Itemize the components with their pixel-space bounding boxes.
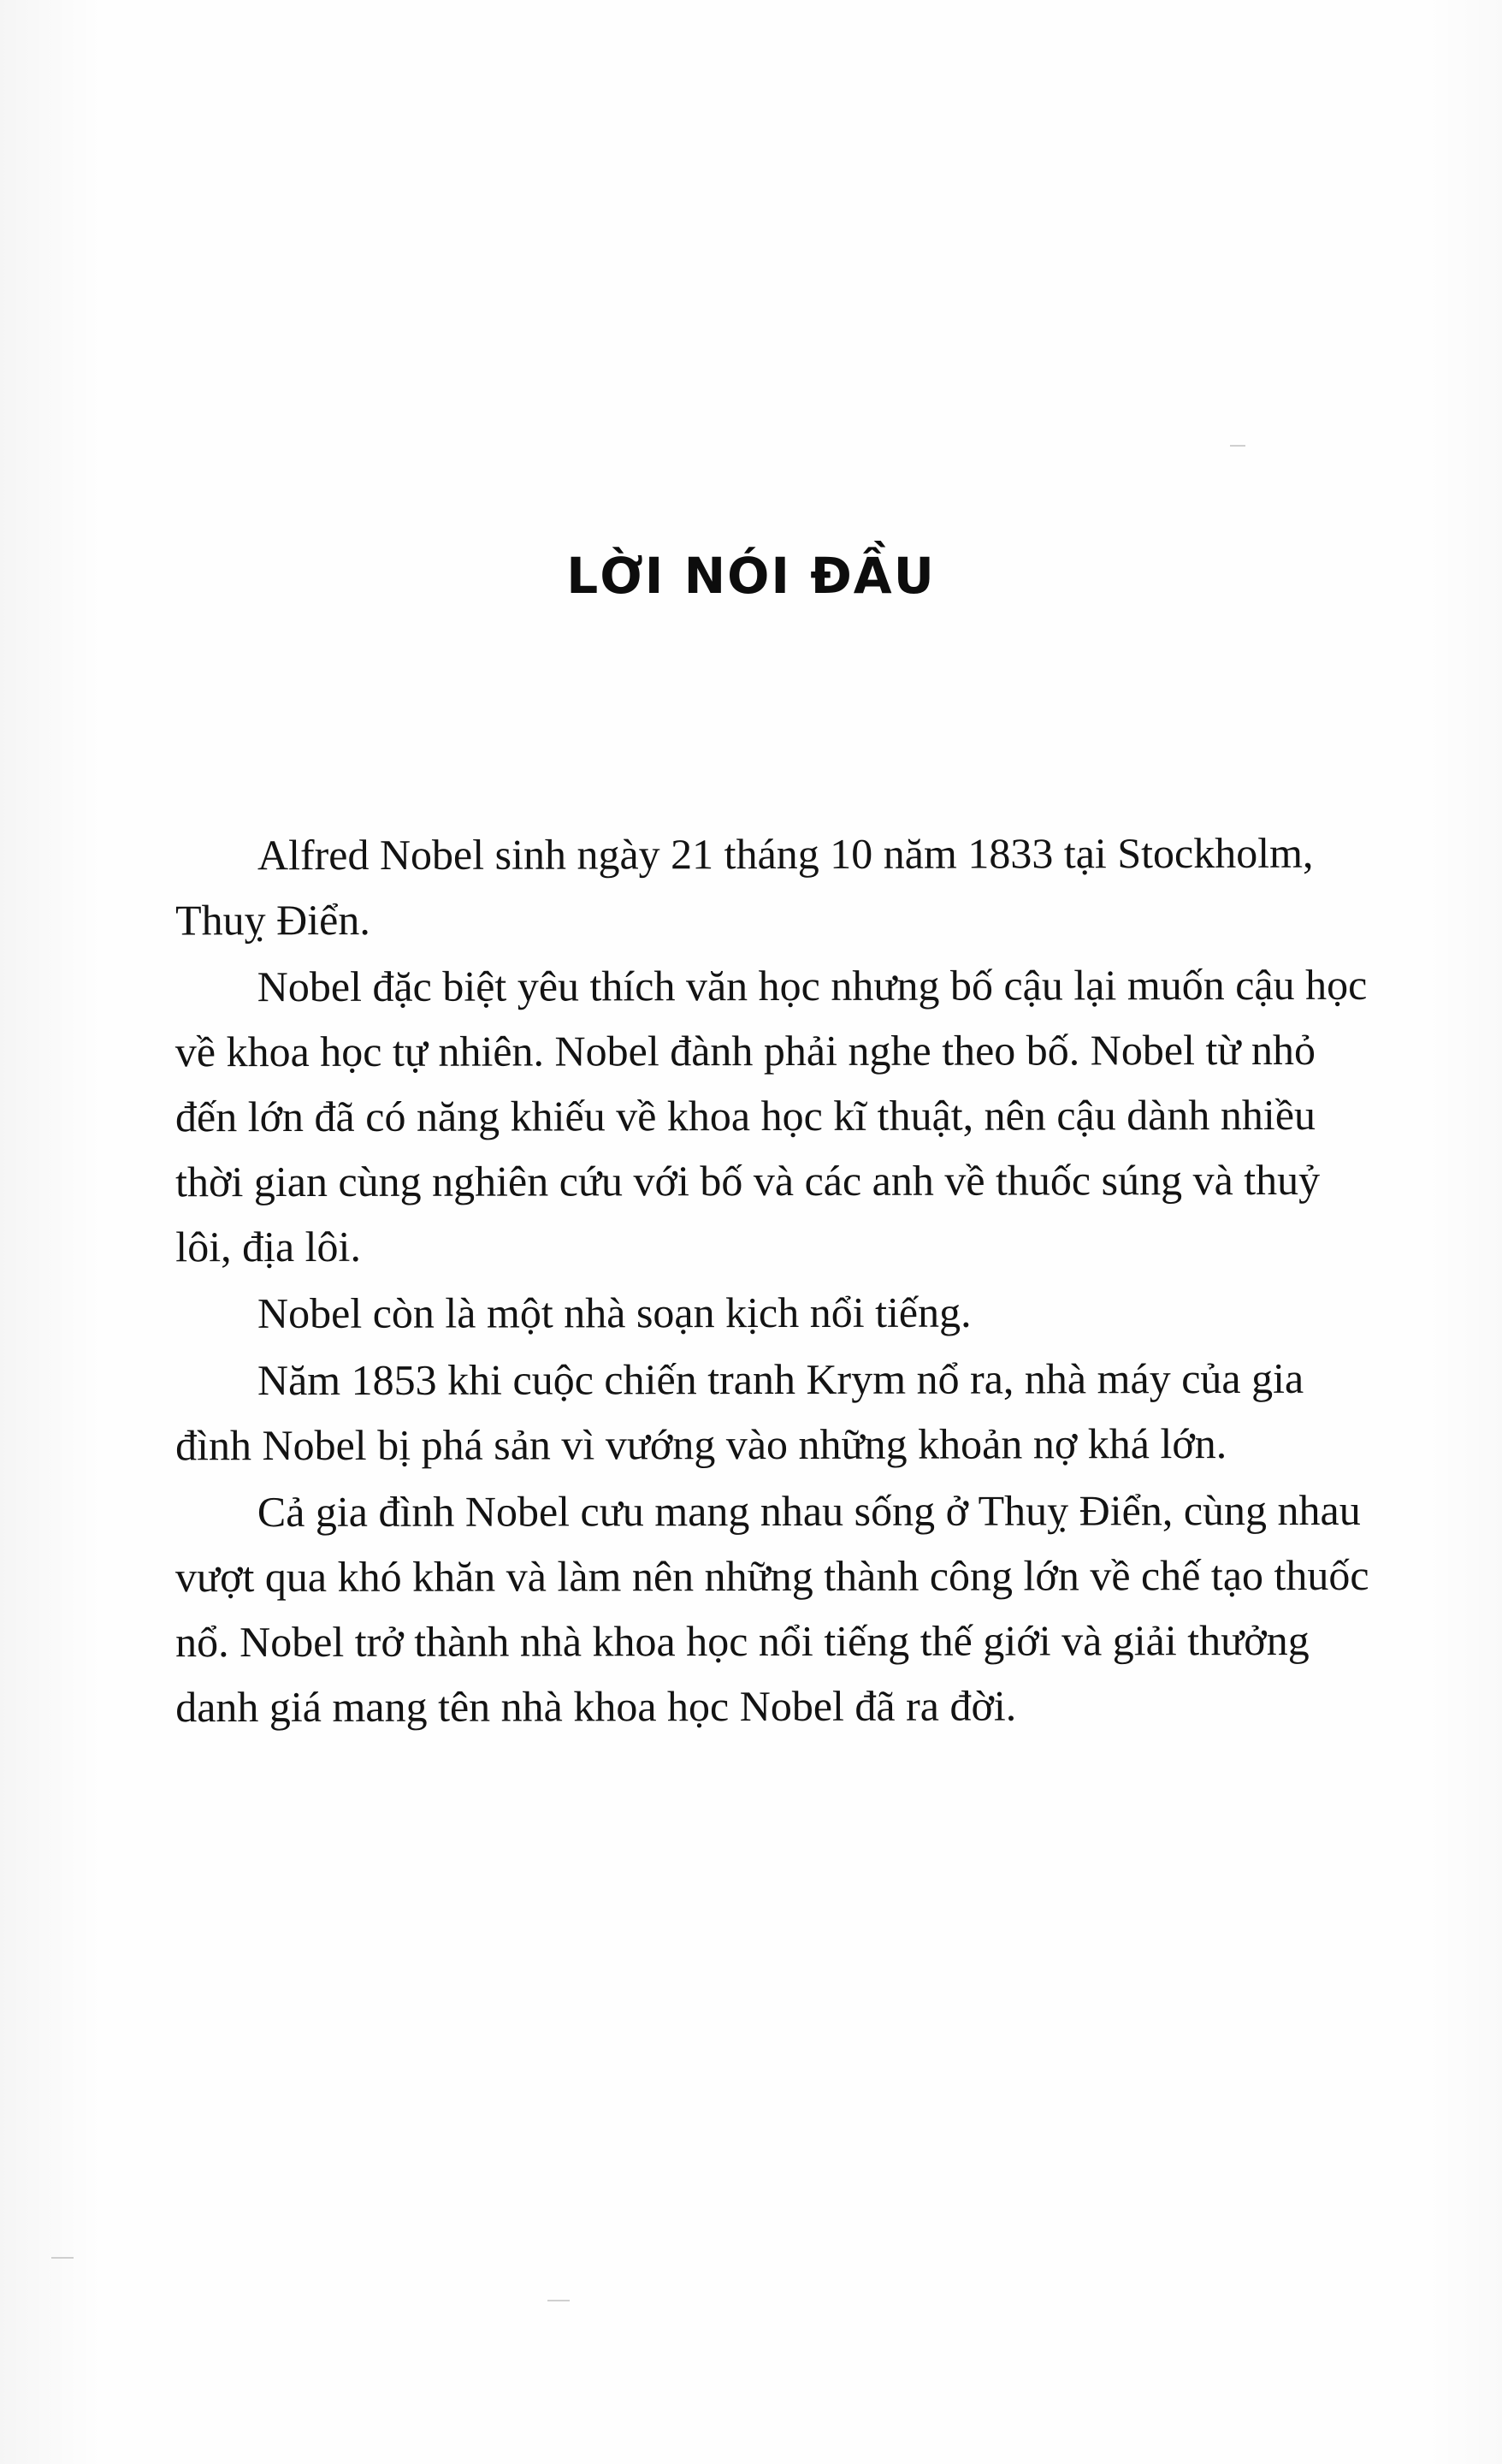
paragraph: Alfred Nobel sinh ngày 21 tháng 10 năm 1833 tại Stockholm, Thuỵ Điển. (175, 828, 1314, 945)
paragraph: Nobel đặc biệt yêu thích văn học nhưng bố cậu lại muốn cậu học về khoa học tự nhiên. Nobel đành phải nghe theo bố. Nobel từ nhỏ đến lớn đã có năng khiếu về khoa học kĩ thuật, nên cậu dành nhiều thời gian cùng nghiên cứu với bố và các anh về thuốc súng và thuỷ lôi, địa lôi. (174, 960, 1368, 1271)
paragraph: Cả gia đình Nobel cưu mang nhau sống ở Thuỵ Điển, cùng nhau vượt qua khó khăn và làm nên những thành công lớn về chế tạo thuốc nổ. Nobel trở thành nhà khoa học nổi tiếng thế giới và giải thưởng danh giá mang tên nhà khoa học Nobel đã ra đời. (174, 1485, 1369, 1732)
scan-artifact-mark (51, 2257, 74, 2259)
paragraph: Năm 1853 khi cuộc chiến tranh Krym nổ ra, nhà máy của gia đình Nobel bị phá sản vì vướng vào những khoản nợ khá lớn. (175, 1353, 1304, 1470)
paragraph: Nobel còn là một nhà soạn kịch nổi tiếng. (257, 1288, 972, 1337)
body-text (175, 821, 1381, 1740)
page-title: LỜI NÓI ĐẦU (566, 546, 936, 605)
scan-artifact-mark (1230, 445, 1245, 447)
scan-artifact-mark (547, 2300, 570, 2301)
